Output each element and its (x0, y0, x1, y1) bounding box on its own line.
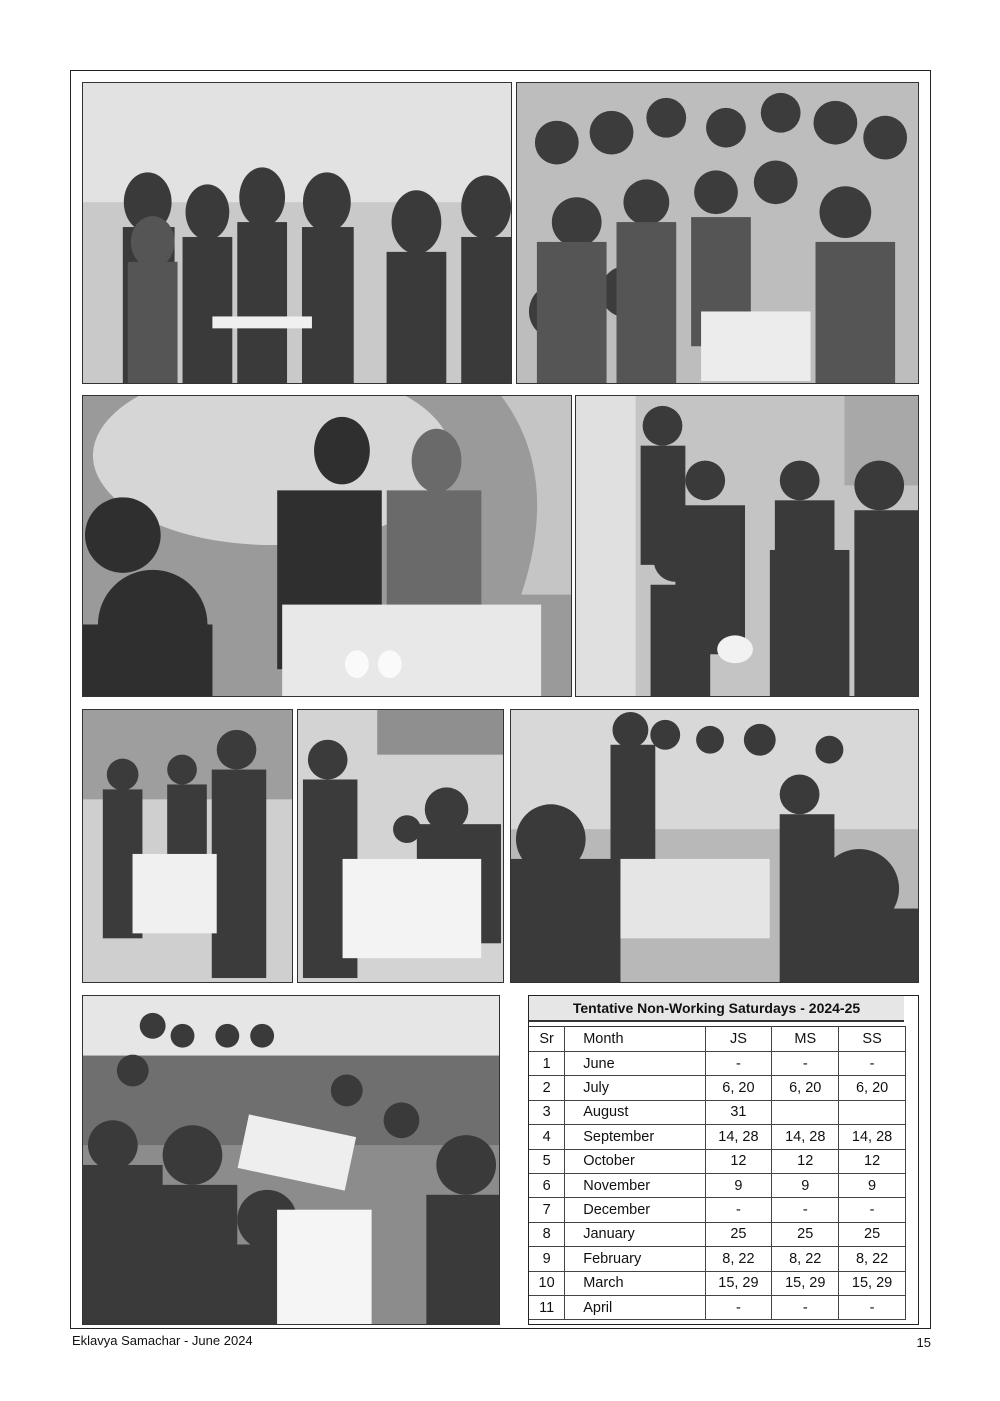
cell-sr: 11 (529, 1295, 565, 1319)
table-row (529, 1076, 906, 1100)
cell-sr: 4 (529, 1125, 565, 1149)
cell-month: March (565, 1271, 705, 1295)
cell-ss: - (839, 1295, 906, 1319)
table-row (529, 1100, 906, 1124)
cell-month: October (565, 1149, 705, 1173)
cell-ms (772, 1100, 839, 1124)
cell-ss: 12 (839, 1149, 906, 1173)
cell-ms: 25 (772, 1222, 839, 1246)
table-row (529, 1125, 906, 1149)
cell-js: 8, 22 (705, 1247, 772, 1271)
cell-ss: 8, 22 (839, 1247, 906, 1271)
cell-js: - (705, 1052, 772, 1076)
cell-ms: 14, 28 (772, 1125, 839, 1149)
cell-ss: 6, 20 (839, 1076, 906, 1100)
table-row (529, 1271, 906, 1295)
saturdays-table (529, 1026, 906, 1320)
cell-ms: 6, 20 (772, 1076, 839, 1100)
photo-teacher-helping (297, 709, 504, 983)
table-row (529, 1247, 906, 1271)
cell-js: 6, 20 (705, 1076, 772, 1100)
photo-students-presentation (82, 82, 512, 384)
header-ms: MS (772, 1027, 839, 1052)
cell-sr: 5 (529, 1149, 565, 1173)
cell-ss: 9 (839, 1173, 906, 1197)
cell-month: January (565, 1222, 705, 1246)
cell-sr: 2 (529, 1076, 565, 1100)
cell-month: July (565, 1076, 705, 1100)
cell-sr: 8 (529, 1222, 565, 1246)
table-row (529, 1198, 906, 1222)
photo-children-garden (82, 995, 500, 1325)
cell-js: 12 (705, 1149, 772, 1173)
cell-ms: 8, 22 (772, 1247, 839, 1271)
cell-month: February (565, 1247, 705, 1271)
cell-js: 15, 29 (705, 1271, 772, 1295)
photo-children-exploring (510, 709, 919, 983)
cell-ms: - (772, 1052, 839, 1076)
table-row (529, 1052, 906, 1076)
cell-sr: 3 (529, 1100, 565, 1124)
cell-js: 25 (705, 1222, 772, 1246)
table-row (529, 1295, 906, 1319)
table-row (529, 1222, 906, 1246)
table-title: Tentative Non-Working Saturdays - 2024-25 (529, 996, 904, 1022)
non-working-saturdays-table (528, 995, 919, 1325)
footer-publication: Eklavya Samachar - June 2024 (72, 1333, 253, 1348)
cell-js: 14, 28 (705, 1125, 772, 1149)
cell-ss: - (839, 1052, 906, 1076)
header-ss: SS (839, 1027, 906, 1052)
table-row (529, 1149, 906, 1173)
photo-children-group (516, 82, 919, 384)
header-sr: Sr (529, 1027, 565, 1052)
cell-js: 9 (705, 1173, 772, 1197)
table-row (529, 1173, 906, 1197)
header-month: Month (565, 1027, 705, 1052)
footer-page-number: 15 (916, 1335, 931, 1350)
cell-ms: - (772, 1198, 839, 1222)
photo-girls-cup-craft (82, 395, 572, 697)
cell-sr: 7 (529, 1198, 565, 1222)
cell-sr: 10 (529, 1271, 565, 1295)
cell-month: June (565, 1052, 705, 1076)
cell-month: September (565, 1125, 705, 1149)
cell-month: April (565, 1295, 705, 1319)
cell-ss: 15, 29 (839, 1271, 906, 1295)
cell-ms: 12 (772, 1149, 839, 1173)
cell-ss: 14, 28 (839, 1125, 906, 1149)
photo-children-outdoor-table (82, 709, 293, 983)
cell-sr: 6 (529, 1173, 565, 1197)
header-js: JS (705, 1027, 772, 1052)
cell-month: December (565, 1198, 705, 1222)
cell-js: 31 (705, 1100, 772, 1124)
cell-js: - (705, 1198, 772, 1222)
photo-children-uniform-craft (575, 395, 919, 697)
table-header-row (529, 1027, 906, 1052)
cell-month: August (565, 1100, 705, 1124)
cell-ms: - (772, 1295, 839, 1319)
cell-ss (839, 1100, 906, 1124)
cell-ms: 15, 29 (772, 1271, 839, 1295)
cell-sr: 1 (529, 1052, 565, 1076)
cell-sr: 9 (529, 1247, 565, 1271)
cell-month: November (565, 1173, 705, 1197)
cell-ms: 9 (772, 1173, 839, 1197)
cell-ss: - (839, 1198, 906, 1222)
cell-js: - (705, 1295, 772, 1319)
cell-ss: 25 (839, 1222, 906, 1246)
